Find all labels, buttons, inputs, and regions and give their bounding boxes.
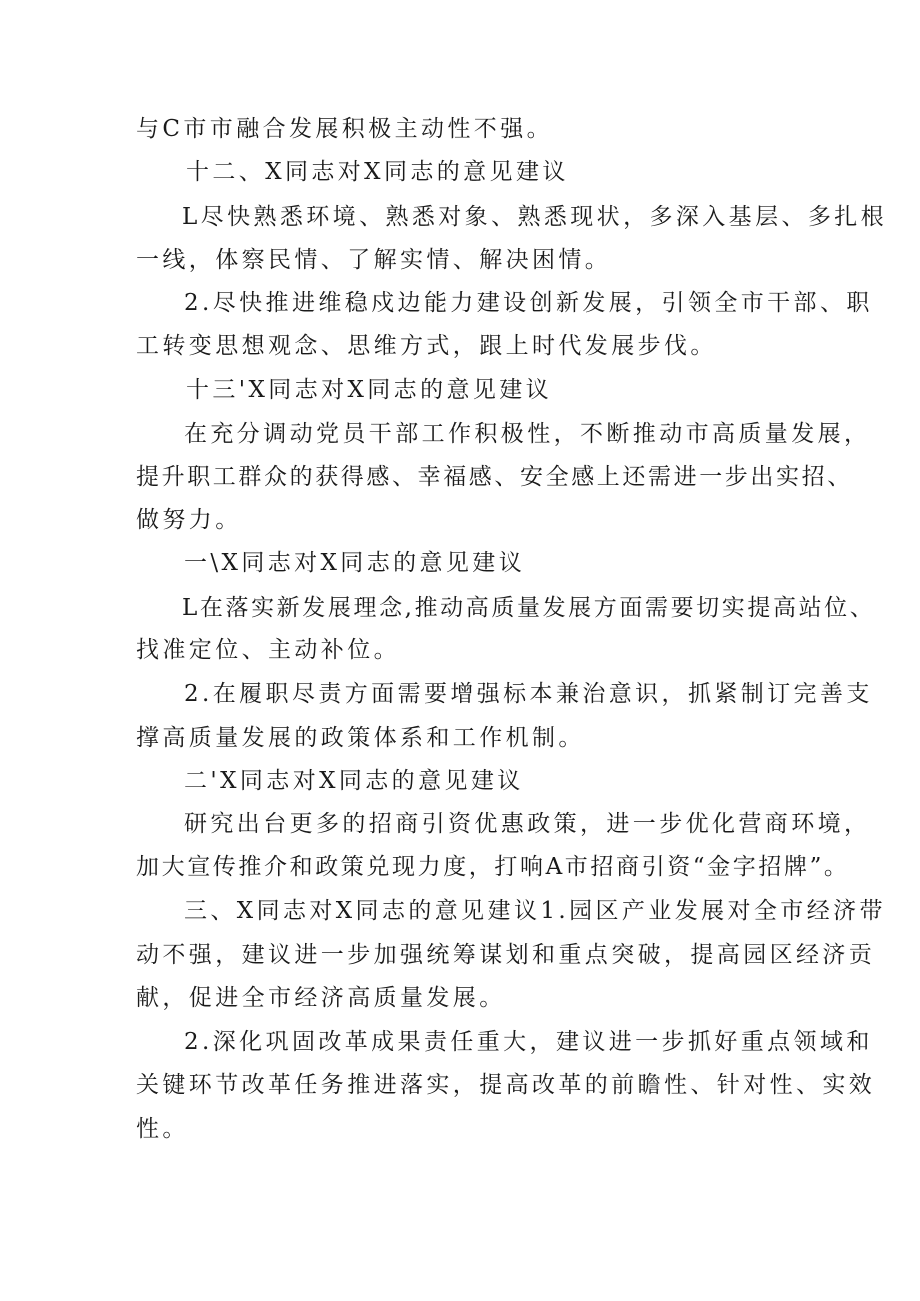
section-heading: 二'X同志对X同志的意见建议	[184, 768, 524, 794]
text-line: 2.深化巩固改革成果责任重大，建议进一步抓好重点领域和	[184, 1029, 873, 1055]
text-line: 撑高质量发展的政策体系和工作机制。	[136, 725, 585, 751]
text-line: 三、X同志对X同志的意见建议1.园区产业发展对全市经济带	[184, 898, 886, 924]
text-line: 找准定位、主动补位。	[136, 637, 400, 663]
text-line: 献，促进全市经济高质量发展。	[136, 985, 506, 1011]
text-line: 提升职工群众的获得感、幸福感、安全感上还需进一步出实招、	[136, 464, 853, 490]
text-line: 2.在履职尽责方面需要增强标本兼治意识，抓紧制订完善支	[184, 681, 873, 707]
text-line: 做努力。	[136, 507, 242, 533]
text-line: 2.尽快推进维稳戍边能力建设创新发展，引领全市干部、职	[184, 290, 873, 316]
text-line: 工转变思想观念、思维方式，跟上时代发展步伐。	[136, 333, 717, 359]
text-line: 关键环节改革任务推进落实，提高改革的前瞻性、针对性、实效	[136, 1072, 876, 1098]
text-line: L在落实新发展理念,推动高质量发展方面需要切实提高站位、	[182, 595, 876, 621]
text-line: 研究出台更多的招商引资优惠政策，进一步优化营商环境，	[184, 811, 871, 837]
text-line: 性。	[136, 1116, 189, 1142]
text-line: 在充分调动党员干部工作积极性，不断推动市高质量发展，	[184, 421, 871, 447]
section-heading: 一\X同志对X同志的意见建议	[184, 550, 526, 576]
text-line: L尽快熟悉环境、熟悉对象、熟悉现状，多深入基层、多扎根	[182, 204, 888, 230]
text-line: 与C市市融合发展积极主动性不强。	[136, 116, 553, 142]
text-line: 加大宣传推介和政策兑现力度，打响A市招商引资“金字招牌”。	[136, 854, 850, 880]
text-line: 一线，体察民情、了解实情、解决困情。	[136, 247, 612, 273]
section-heading: 十二、X同志对X同志的意见建议	[186, 159, 569, 185]
text-line: 动不强，建议进一步加强统筹谋划和重点突破，提高园区经济贡	[136, 942, 876, 968]
section-heading: 十三'X同志对X同志的意见建议	[186, 377, 553, 403]
